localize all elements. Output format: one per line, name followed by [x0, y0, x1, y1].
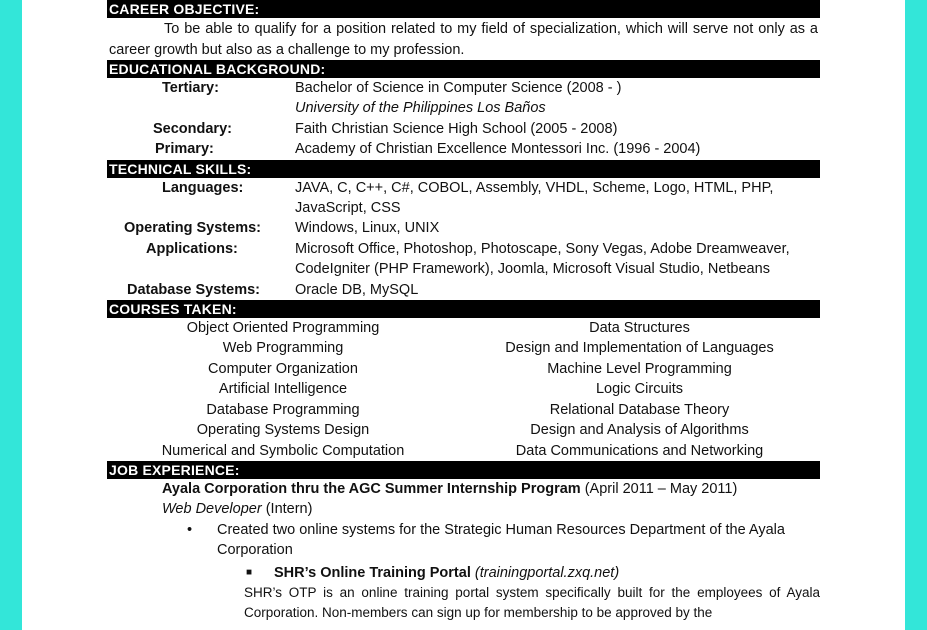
objective-text: To be able to qualify for a position related to my field of specialization, which will serve not only as a career growth but also as a challenge to my profession.: [109, 21, 818, 58]
tertiary-school: University of the Philippines Los Baños: [295, 100, 546, 117]
resume-page: [22, 0, 905, 630]
job-company-line: [107, 479, 820, 499]
course-item: Data Structures: [589, 320, 690, 337]
course-item: Design and Implementation of Languages: [505, 340, 774, 357]
primary-label: Primary:: [155, 141, 214, 158]
section-header-skills: TECHNICAL SKILLS:: [107, 160, 820, 178]
course-item: Database Programming: [206, 401, 360, 418]
job-role-line: [107, 499, 820, 519]
skills-row-os: [107, 218, 820, 238]
course-item: Machine Level Programming: [547, 360, 732, 377]
tertiary-degree: Bachelor of Science in Computer Science (2008 - ): [295, 80, 622, 96]
job-sub-url: (trainingportal.zxq.net): [474, 564, 620, 581]
education-row-tertiary: [107, 78, 820, 98]
job-period: (April 2011 – May 2011): [584, 480, 738, 497]
databases-label: Database Systems:: [127, 281, 260, 298]
course-item: Numerical and Symbolic Computation: [161, 442, 405, 459]
languages-value: JAVA, C, C++, C#, COBOL, Assembly, VHDL, Scheme, Logo, HTML, PHP, JavaScript, CSS: [295, 179, 774, 217]
job-bullet: [107, 520, 820, 561]
job-sub-description: SHR’s OTP is an online training portal system specifically built for the employees of Ayala Corporation. Non-members can sign up for membership to be approved by the: [244, 584, 820, 620]
secondary-label: Secondary:: [153, 120, 232, 137]
job-sub-heading: [274, 563, 619, 583]
job-sub-item: [107, 563, 820, 583]
courses-grid: [107, 318, 820, 461]
tertiary-label: Tertiary:: [162, 80, 219, 96]
job-entry: [107, 479, 820, 623]
primary-value: Academy of Christian Excellence Montessori Inc. (1996 - 2004): [295, 141, 701, 158]
section-header-education: EDUCATIONAL BACKGROUND:: [107, 60, 820, 78]
job-bullet-text: Created two online systems for the Strategic Human Resources Department of the Ayala Corporation: [217, 521, 785, 559]
course-item: Design and Analysis of Algorithms: [530, 422, 749, 439]
job-role-note: (Intern): [265, 501, 313, 518]
job-sub-title: SHR’s Online Training Portal: [274, 564, 471, 581]
section-header-objective: CAREER OBJECTIVE:: [107, 0, 820, 18]
objective-block: [107, 18, 820, 60]
section-header-jobs: JOB EXPERIENCE:: [107, 461, 820, 479]
tertiary-spacer: [107, 98, 295, 118]
skills-row-applications: [107, 239, 820, 280]
skills-block: [107, 178, 820, 300]
bullet-icon: •: [187, 521, 193, 538]
section-header-courses: COURSES TAKEN:: [107, 300, 820, 318]
education-row-tertiary-school: [107, 98, 820, 118]
secondary-value: Faith Christian Science High School (2005 - 2008): [295, 120, 618, 137]
applications-label: Applications:: [146, 240, 238, 257]
education-row-secondary: [107, 119, 820, 139]
skills-row-databases: [107, 280, 820, 300]
course-item: Logic Circuits: [595, 381, 684, 398]
os-label: Operating Systems:: [124, 220, 261, 237]
course-item: Relational Database Theory: [549, 401, 730, 418]
course-item: Artificial Intelligence: [218, 381, 348, 398]
square-bullet-icon: ■: [246, 566, 253, 578]
course-item: Computer Organization: [208, 360, 358, 377]
course-item: Web Programming: [222, 340, 344, 357]
applications-value: Microsoft Office, Photoshop, Photoscape, Sony Vegas, Adobe Dreamweaver, CodeIgniter (PHP Framework), Joomla, Microsoft Visual Studio, Netbeans: [295, 240, 790, 278]
languages-label: Languages:: [162, 179, 244, 196]
course-item: Object Oriented Programming: [186, 320, 380, 337]
course-item: Data Communications and Networking: [515, 442, 764, 459]
job-role: Web Developer: [162, 501, 262, 518]
course-item: Operating Systems Design: [196, 422, 370, 439]
os-value: Windows, Linux, UNIX: [295, 220, 440, 237]
skills-row-languages: [107, 178, 820, 219]
databases-value: Oracle DB, MySQL: [295, 281, 419, 298]
education-block: [107, 78, 820, 160]
education-row-primary: [107, 139, 820, 159]
resume-content: [107, 0, 820, 623]
job-company: Ayala Corporation thru the AGC Summer Internship Program: [162, 480, 581, 497]
